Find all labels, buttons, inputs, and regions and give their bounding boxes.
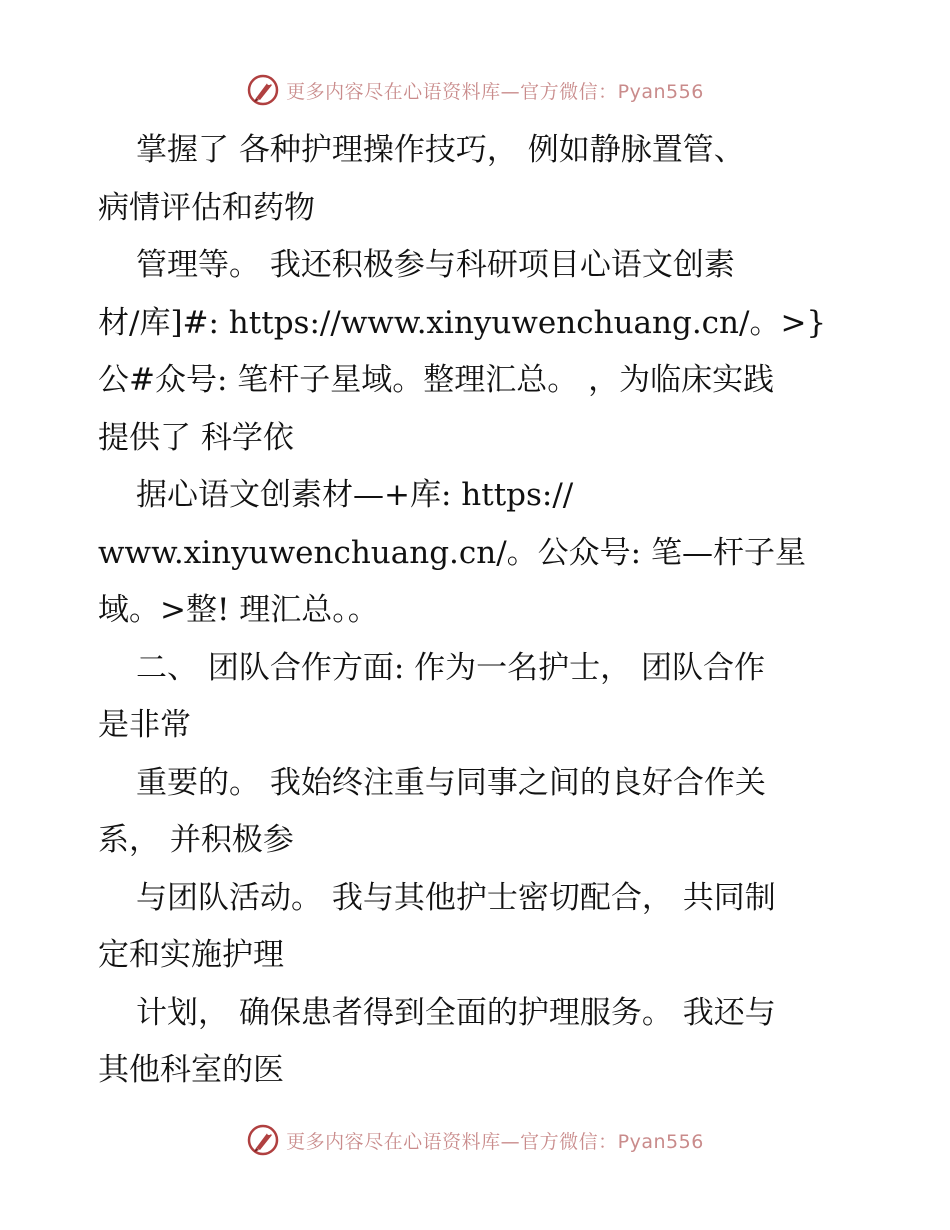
text-line: 是非常 bbox=[98, 707, 191, 743]
text-line: 其他科室的医 bbox=[98, 1052, 284, 1088]
text-line: 掌握了 各种护理操作技巧， 例如静脉置管、 bbox=[136, 132, 745, 168]
text-line: 定和实施护理 bbox=[98, 937, 284, 973]
text-line: 域。>整! 理汇总。。 bbox=[98, 592, 379, 628]
text-line: 公#众号: 笔杆子星域。整理汇总。 ，为临床实践 bbox=[98, 362, 775, 398]
text-line: www.xinyuwenchuang.cn/。公众号: 笔—杆子星 bbox=[98, 534, 806, 571]
watermark-text: 更多内容尽在心语资料库—官方微信：Pyan556 bbox=[286, 80, 704, 103]
text-line: 计划， 确保患者得到全面的护理服务。 我还与 bbox=[136, 994, 776, 1031]
footer-watermark bbox=[0, 1120, 950, 1160]
pen-brush-logo-icon bbox=[246, 1123, 280, 1157]
text-line: 二、 团队合作方面: 作为一名护士， 团队合作 bbox=[136, 649, 766, 686]
text-line: 据心语文创素材—+库: https:// bbox=[136, 477, 574, 513]
header-watermark bbox=[0, 70, 950, 110]
pen-brush-logo-icon bbox=[246, 73, 280, 107]
text-line: 重要的。 我始终注重与同事之间的良好合作关 bbox=[136, 764, 766, 801]
text-line: 与团队活动。 我与其他护士密切配合， 共同制 bbox=[136, 879, 776, 916]
watermark-text: 更多内容尽在心语资料库—官方微信：Pyan556 bbox=[286, 1130, 704, 1153]
text-line: 病情评估和药物 bbox=[98, 189, 315, 226]
text-line: 系， 并积极参 bbox=[98, 822, 294, 858]
text-line: 提供了 科学依 bbox=[98, 419, 294, 456]
document-body bbox=[98, 122, 858, 1100]
text-line: 管理等。 我还积极参与科研项目心语文创素 bbox=[136, 247, 735, 283]
text-line: 材/库]#: https://www.xinyuwenchuang.cn/。>} bbox=[98, 304, 827, 341]
